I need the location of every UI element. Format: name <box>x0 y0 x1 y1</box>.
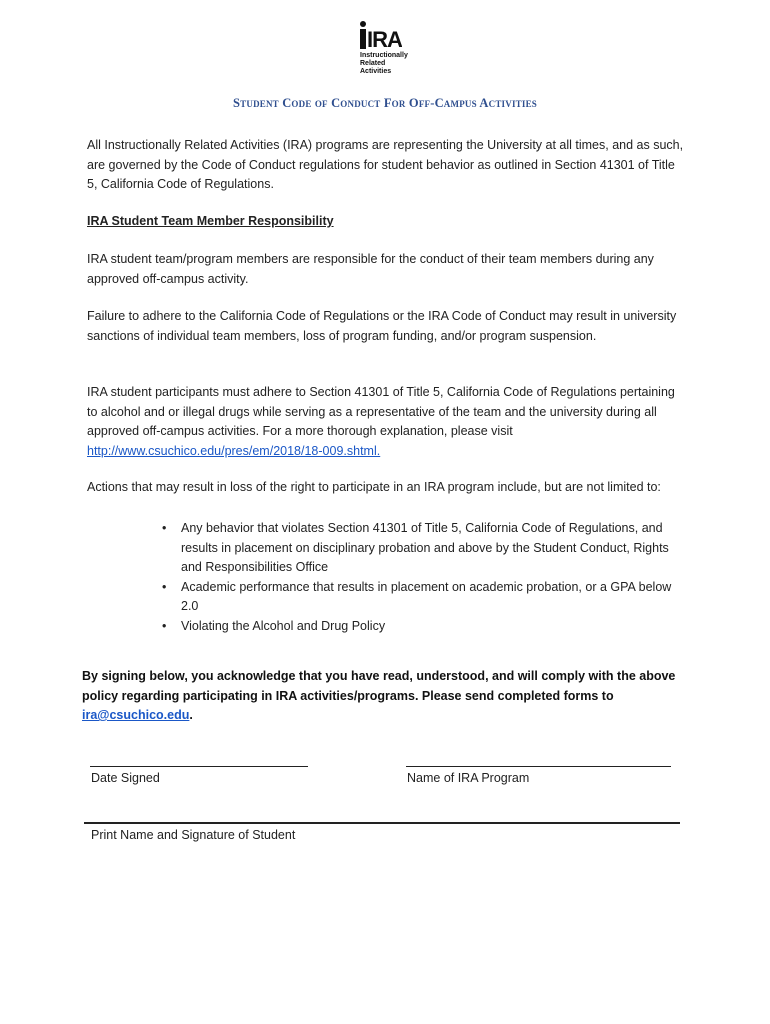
student-signature-line[interactable] <box>84 822 680 824</box>
actions-paragraph: Actions that may result in loss of the right to participate in an IRA program include, but are not limited to: <box>87 480 661 494</box>
program-name-label: Name of IRA Program <box>407 771 530 785</box>
student-signature-label: Print Name and Signature of Student <box>91 828 296 842</box>
acknowledgement-paragraph <box>82 667 692 726</box>
list-item <box>162 578 682 617</box>
list-item <box>162 617 682 637</box>
bullet-icon: • <box>162 618 167 633</box>
bullet-icon: • <box>162 521 167 535</box>
date-signed-label: Date Signed <box>91 771 160 785</box>
ira-logo-mark-icon <box>358 20 402 50</box>
intro-paragraph: All Instructionally Related Activities (IRA) programs are representing the University at all times, and as such, are governed by the Code of Conduct regulations for student behavior as outlined in Section 41301 of Title 5, California Code of Regulations. <box>87 138 684 191</box>
actions-list <box>162 519 682 636</box>
date-signature-line[interactable] <box>90 766 308 767</box>
logo-line: Instructionally <box>360 52 408 59</box>
list-item-text: Academic performance that results in placement on academic probation, or a GPA below 2.0 <box>181 579 672 613</box>
adherence-text: IRA student participants must adhere to Section 41301 of Title 5, California Code of Regulations pertaining to alcohol and or illegal drugs while serving as a representative of the team and the university during all approved off-campus activities. For a more thorough explanation, please visit <box>87 385 675 438</box>
logo-subtitle <box>360 52 408 76</box>
bullet-icon: • <box>162 579 167 594</box>
policy-link[interactable]: http://www.csuchico.edu/pres/em/2018/18-009.shtml. <box>87 443 381 458</box>
responsibility-paragraph: IRA student team/program members are responsible for the conduct of their team members during any approved off-campus activity. <box>87 252 654 286</box>
list-item <box>162 519 682 578</box>
adherence-paragraph <box>87 383 687 461</box>
section-heading: IRA Student Team Member Responsibility <box>87 214 334 228</box>
failure-paragraph: Failure to adhere to the California Code of Regulations or the IRA Code of Conduct may result in university sanctions of individual team members, loss of program funding, and/or program suspension. <box>87 309 677 343</box>
list-item-text: Violating the Alcohol and Drug Policy <box>181 618 386 633</box>
acknowledgement-end: . <box>189 708 193 722</box>
document-title: Student Code of Conduct For Off-Campus Activities <box>233 96 537 110</box>
logo-line: Related <box>360 60 386 67</box>
ira-logo <box>358 20 428 78</box>
program-name-line[interactable] <box>406 766 671 767</box>
logo-mark-text: IRA <box>367 27 402 50</box>
list-item-text: Any behavior that violates Section 41301 of Title 5, California Code of Regulations, and results in placement on disciplinary probation and above by the Student Conduct, Rights and Responsibilities Office <box>181 521 669 574</box>
logo-line: Activities <box>360 68 392 75</box>
acknowledgement-text: By signing below, you acknowledge that you have read, understood, and will comply with the above policy regarding participating in IRA activities/programs. Please send completed forms to <box>82 669 676 703</box>
email-link[interactable]: ira@csuchico.edu <box>82 708 190 722</box>
